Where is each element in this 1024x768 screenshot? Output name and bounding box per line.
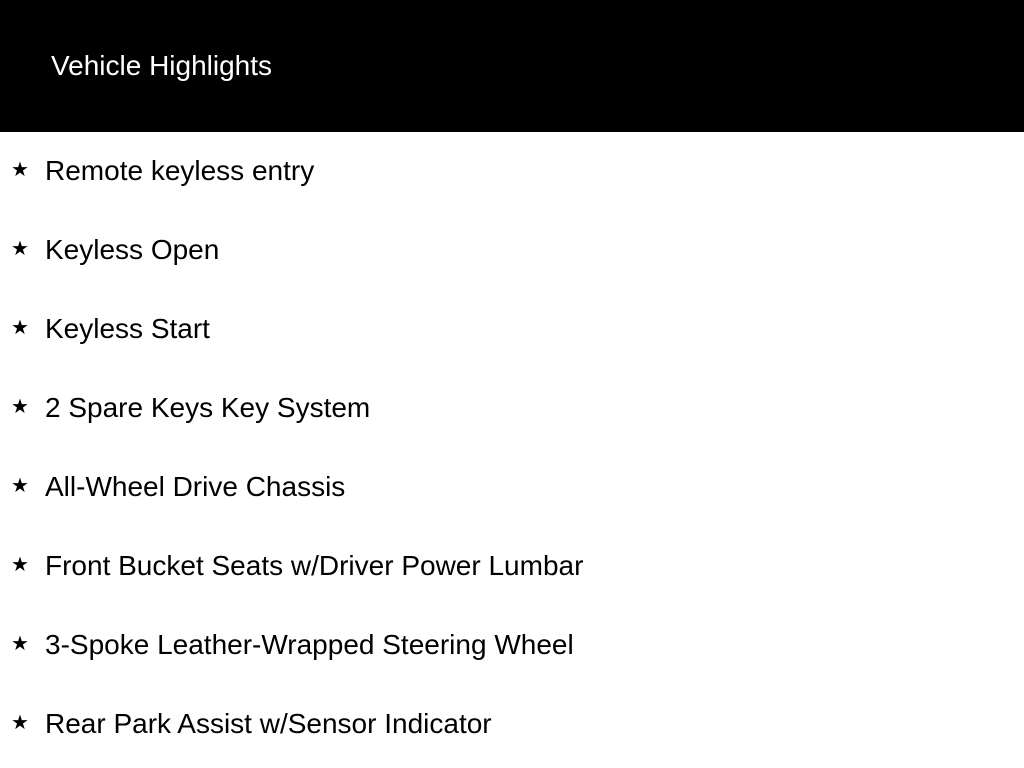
star-icon: ★ — [11, 236, 29, 260]
list-item — [0, 369, 1024, 448]
highlights-list — [0, 132, 1024, 764]
star-icon: ★ — [11, 394, 29, 418]
star-icon: ★ — [11, 157, 29, 181]
highlight-label: Keyless Start — [45, 313, 210, 344]
page-title: Vehicle Highlights — [51, 50, 273, 81]
highlight-label: Rear Park Assist w/Sensor Indicator — [45, 708, 492, 739]
highlight-label: All-Wheel Drive Chassis — [45, 471, 346, 502]
list-item — [0, 606, 1024, 685]
page-header — [0, 0, 1024, 132]
star-icon: ★ — [11, 315, 29, 339]
highlight-label: 3-Spoke Leather-Wrapped Steering Wheel — [45, 629, 574, 660]
list-item — [0, 527, 1024, 606]
highlight-label: Keyless Open — [45, 234, 220, 265]
list-item — [0, 448, 1024, 527]
star-icon: ★ — [11, 552, 29, 576]
highlight-label: Remote keyless entry — [45, 155, 315, 186]
star-icon: ★ — [11, 473, 29, 497]
list-item — [0, 132, 1024, 211]
list-item — [0, 290, 1024, 369]
highlight-label: 2 Spare Keys Key System — [45, 392, 371, 423]
star-icon: ★ — [11, 631, 29, 655]
list-item — [0, 211, 1024, 290]
star-icon: ★ — [11, 710, 29, 734]
list-item — [0, 685, 1024, 764]
highlight-label: Front Bucket Seats w/Driver Power Lumbar — [45, 550, 584, 581]
